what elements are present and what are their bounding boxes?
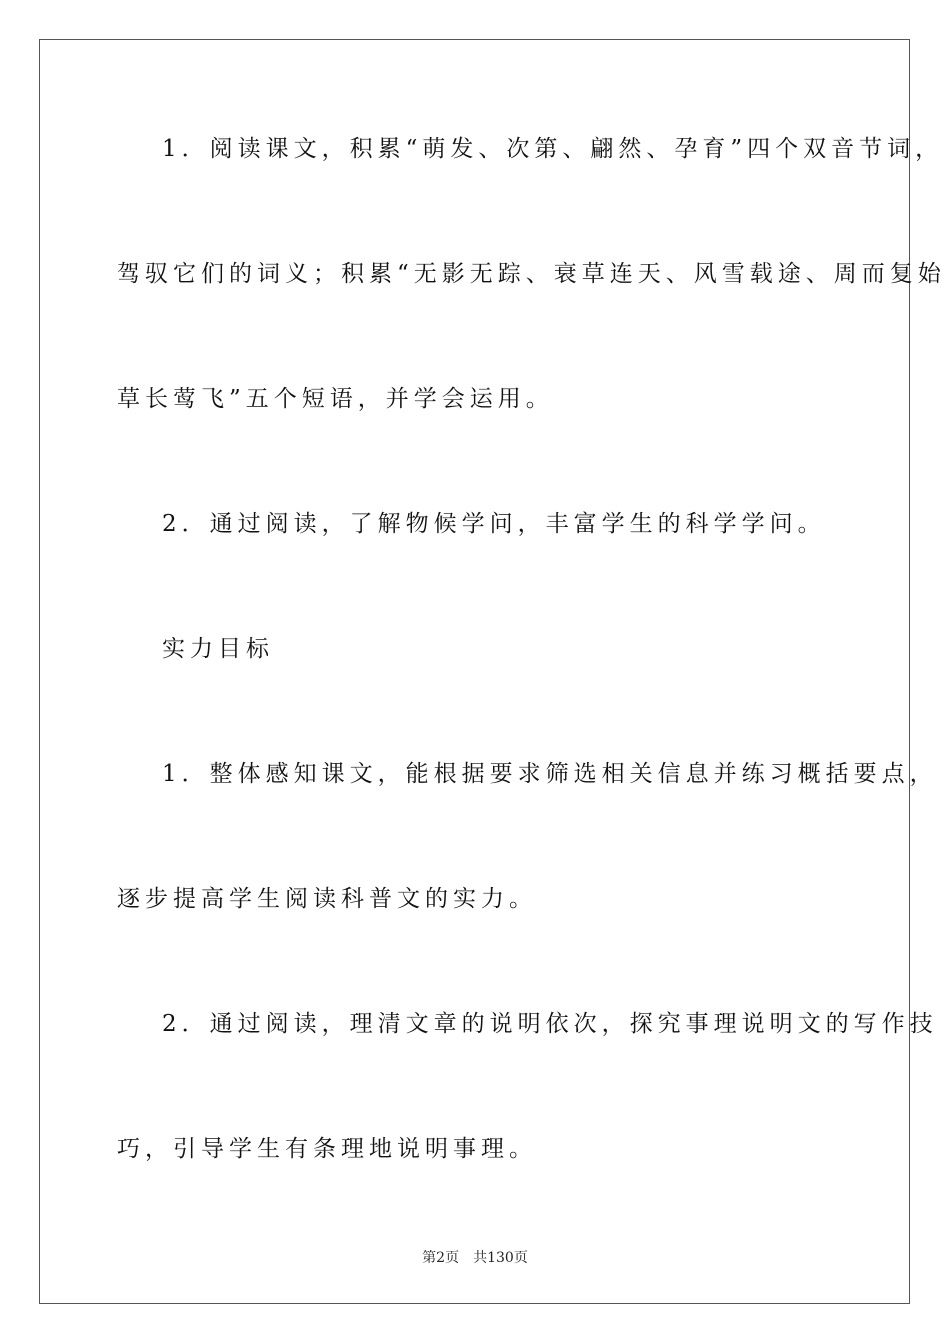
page-border bbox=[39, 39, 910, 1304]
paragraph-line: 1．整体感知课文，能根据要求筛选相关信息并练习概括要点， bbox=[162, 761, 938, 787]
paragraph-line: 2．通过阅读，了解物候学问，丰富学生的科学学问。 bbox=[162, 511, 826, 537]
paragraph-line: 驾驭它们的词义；积累“无影无踪、衰草连天、风雪载途、周而复始 bbox=[117, 261, 946, 287]
section-heading: 实力目标 bbox=[162, 636, 274, 662]
page-number: 第2页 bbox=[422, 1250, 460, 1266]
paragraph-line: 巧，引导学生有条理地说明事理。 bbox=[117, 1136, 537, 1162]
page-footer bbox=[0, 1247, 950, 1267]
paragraph-line: 1．阅读课文，积累“萌发、次第、翩然、孕育”四个双音节词， bbox=[162, 136, 944, 162]
paragraph-line: 草长莺飞”五个短语，并学会运用。 bbox=[117, 386, 554, 412]
paragraph-line: 逐步提高学生阅读科普文的实力。 bbox=[117, 886, 537, 912]
paragraph-line: 2．通过阅读，理清文章的说明依次，探究事理说明文的写作技 bbox=[162, 1011, 938, 1037]
total-pages: 共130页 bbox=[473, 1250, 528, 1266]
